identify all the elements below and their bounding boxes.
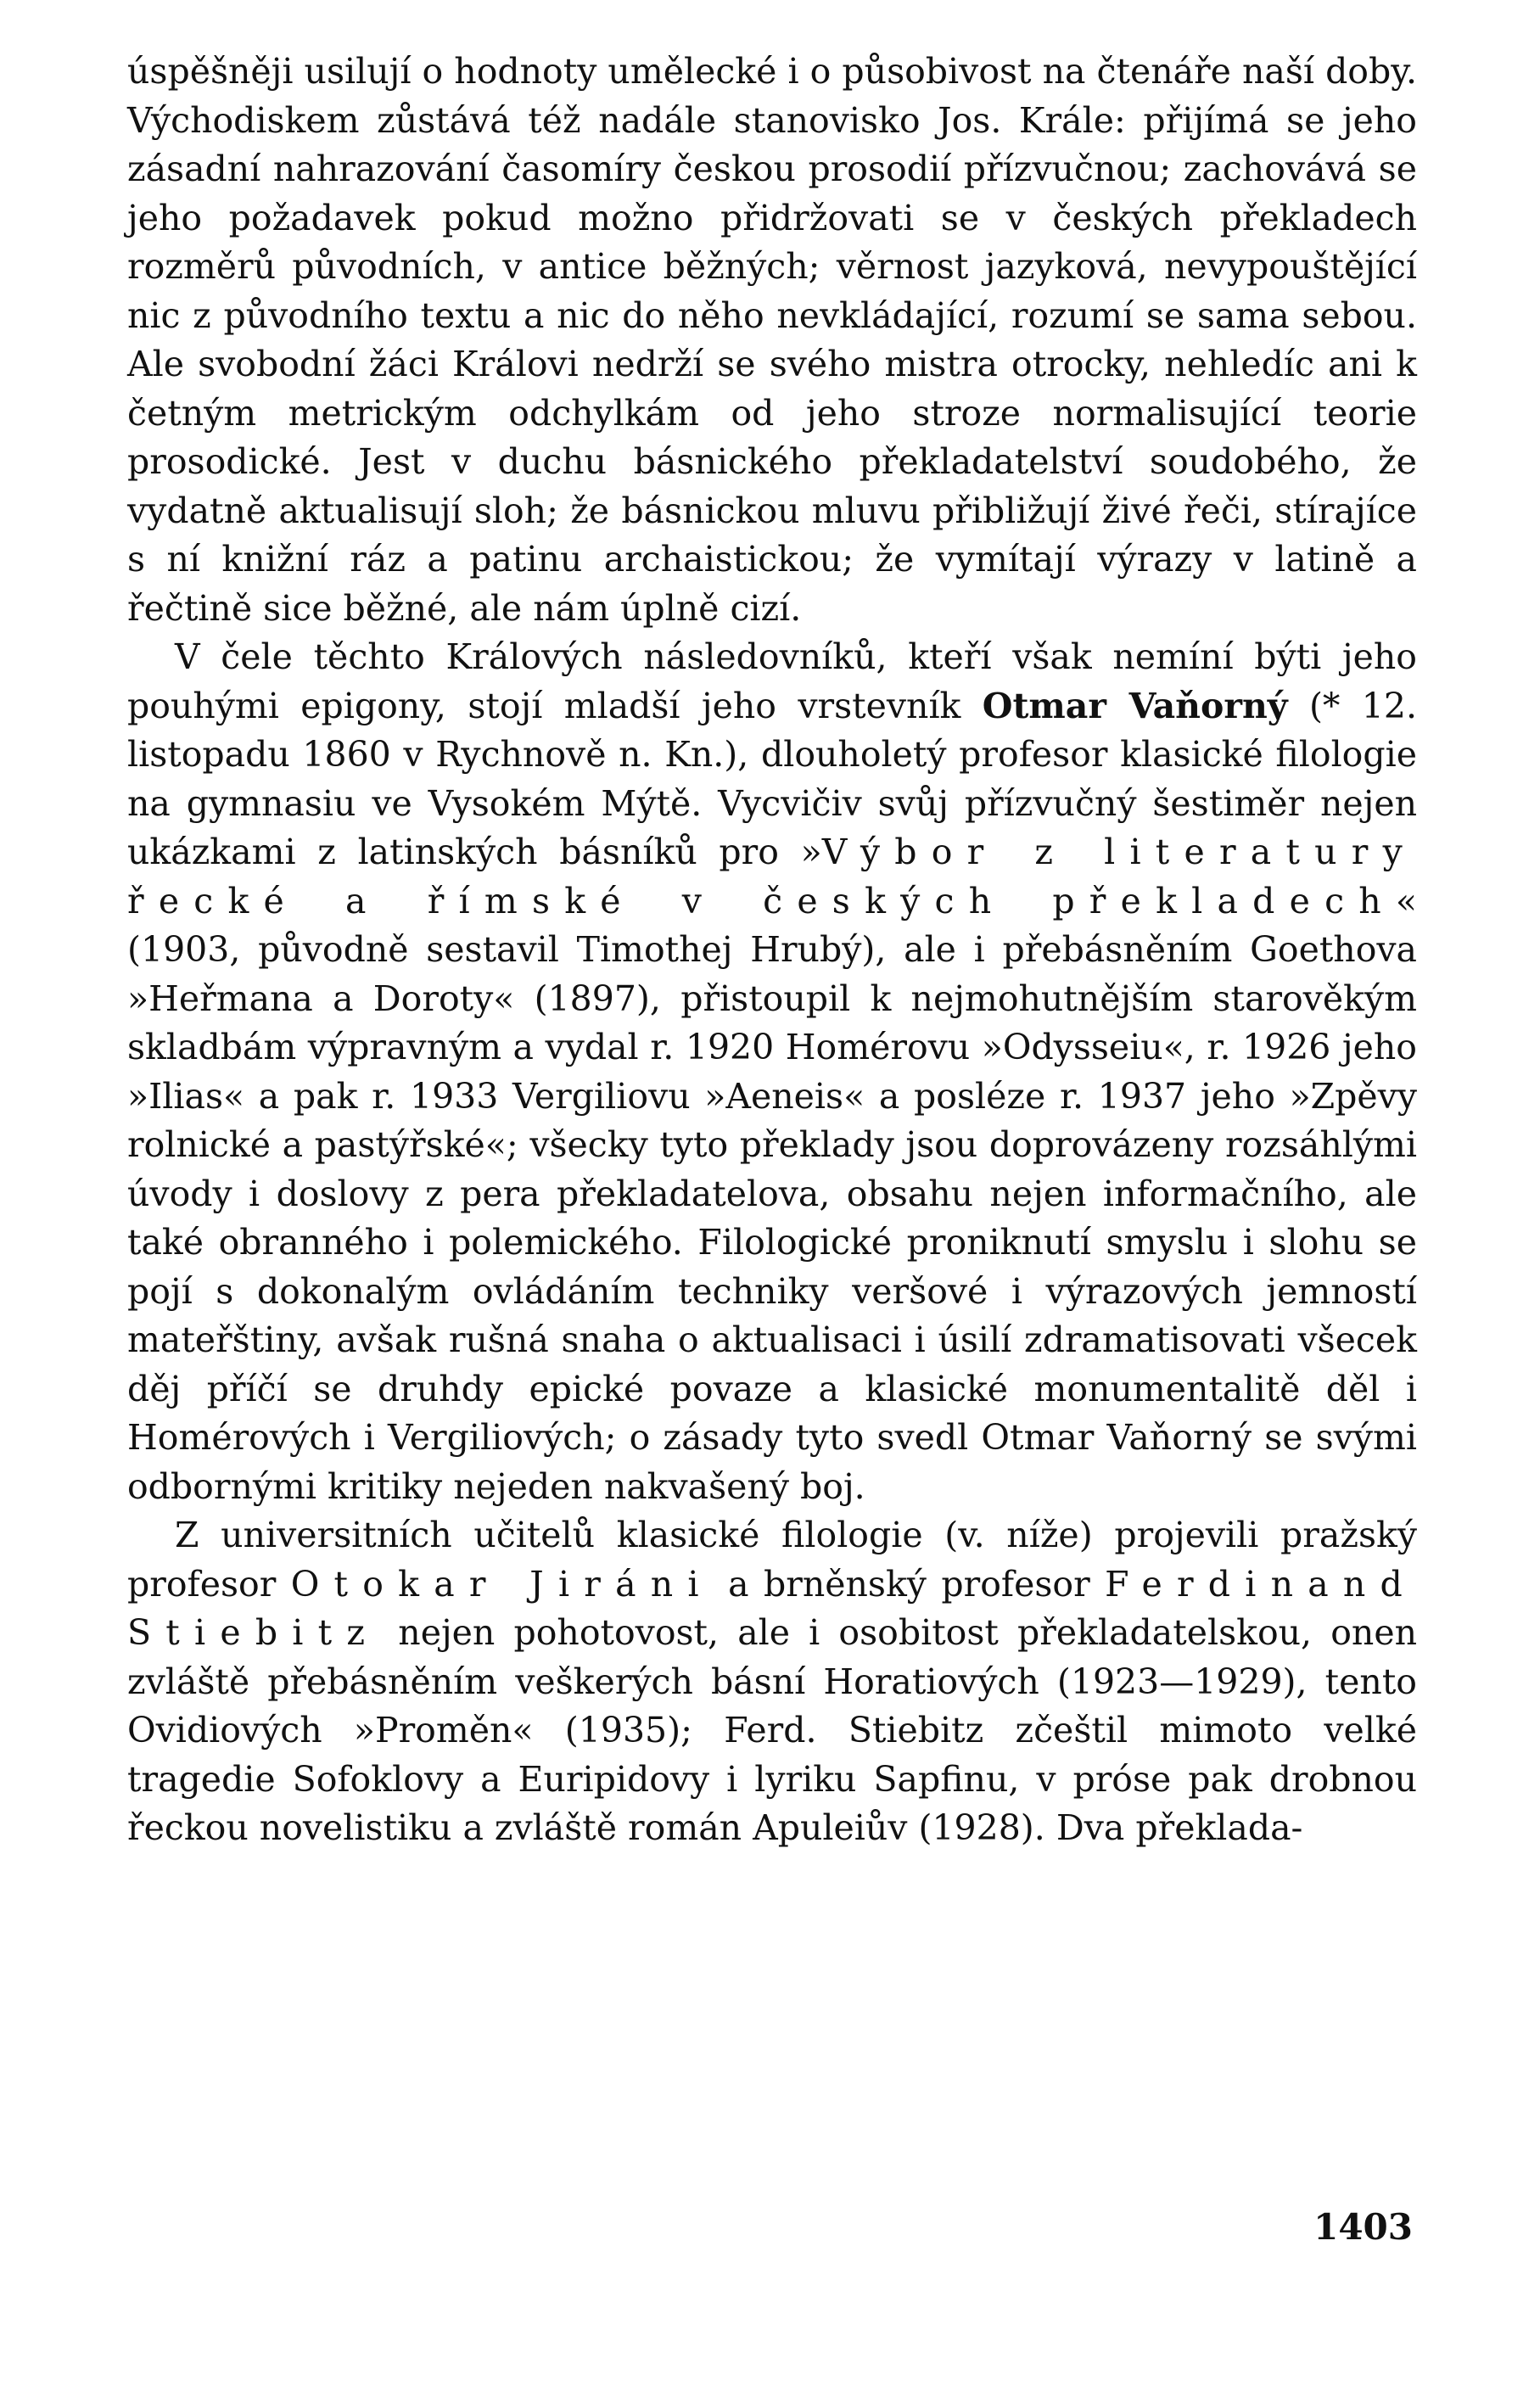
paragraph-3-text: a brněnský profesor (713, 1563, 1106, 1605)
paragraph-3-text: Z universitních učitelů klasické filologie (v. níže) projevili pražský profesor (127, 1515, 1417, 1605)
paragraph-continuation (127, 48, 1417, 633)
author-name-jirani: Otokar Jiráni (290, 1563, 714, 1605)
page-number: 1403 (1313, 2206, 1413, 2248)
paragraph-2-text: « (1903, původně sestavil Timothej Hrubý), ale i přebásněním Goethova »Heřmana a Doroty« (1897), přistoupil k nejmohutnějším starověkým skladbám výpravným a vydal r. 1920 Homérovu »Odysseiu«, r. 1926 jeho »Ilias« a pak r. 1933 Vergiliovu »Aeneis« a posléze r. 1937 jeho »Zpěvy rolnické a pastýřské«; všecky tyto překlady jsou doprovázeny rozsáhlými úvody i doslovy z pera překladatelova, obsahu nejen informačního, ale také obranného i polemického. Filologické proniknutí smyslu i slohu se pojí s dokonalým ovládáním techniky veršové i výrazových jemností mateřštiny, avšak rušná snaha o aktualisaci i úsilí zdramatisovati všecek děj příčí se druhdy epické povaze a klasické monumentalitě děl i Homérových i Vergiliových; o zásady tyto svedl Otmar Vaňorný se svými odbornými kritiky nejeden nakvašený boj. (127, 880, 1417, 1507)
paragraph-university (127, 1511, 1417, 1853)
book-title-vybor: Výbor z literatury řecké a římské v českých překladech (127, 832, 1417, 921)
page-body (127, 48, 1417, 1853)
paragraph-3-text: nejen pohotovost, ale i osobitost překladatelskou, onen zvláště přebásněním veškerých básní Horatiových (1923—1929), tento Ovidiových »Proměn« (1935); Ferd. Stiebitz zčeštil mimoto velké tragedie Sofoklovy a Euripidovy i lyriku Sapfinu, v próse pak drobnou řeckou novelistiku a zvláště román Apuleiův (1928). Dva překlada- (127, 1612, 1417, 1848)
paragraph-2-text: V čele těchto Králových následovníků, kteří však nemíní býti jeho pouhými epigony, stojí mladší jeho vrstevník (127, 636, 1417, 726)
paragraph-1-text: úspěšněji usilují o hodnoty umělecké i o působivost na čtenáře naší doby. Východiskem zůstává též nadále stanovisko Jos. Krále: přijímá se jeho zásadní nahrazování časomíry českou prosodií přízvučnou; zachovává se jeho požadavek pokud možno přidržovati se v českých překladech rozměrů původních, v antice běžných; věrnost jazyková, nevypouštějící nic z původního textu a nic do něho nevkládající, rozumí se sama sebou. Ale svobodní žáci Královi nedrží se svého mistra otrocky, nehledíc ani k četným metrickým odchylkám od jeho stroze normalisující teorie prosodické. Jest v duchu básnického překladatelství soudobého, že vydatně aktualisují sloh; že básnickou mluvu přibližují živé řeči, stírajíce s ní knižní ráz a patinu archaistickou; že vymítají výrazy v latině a řečtině sice běžné, ale nám úplně cizí. (127, 51, 1417, 629)
paragraph-2-text: (* 12. listopadu 1860 v Rychnově n. Kn.), dlouholetý profesor klasické filologie na gymnasiu ve Vysokém Mýtě. Vycvičiv svůj přízvučný šestiměr nejen ukázkami z latinských básníků pro » (127, 685, 1417, 872)
author-name-vanorny: Otmar Vaňorný (982, 685, 1288, 726)
author-name-stiebitz: Ferdinand Stiebitz (127, 1563, 1417, 1653)
paragraph-vanorny (127, 633, 1417, 1511)
